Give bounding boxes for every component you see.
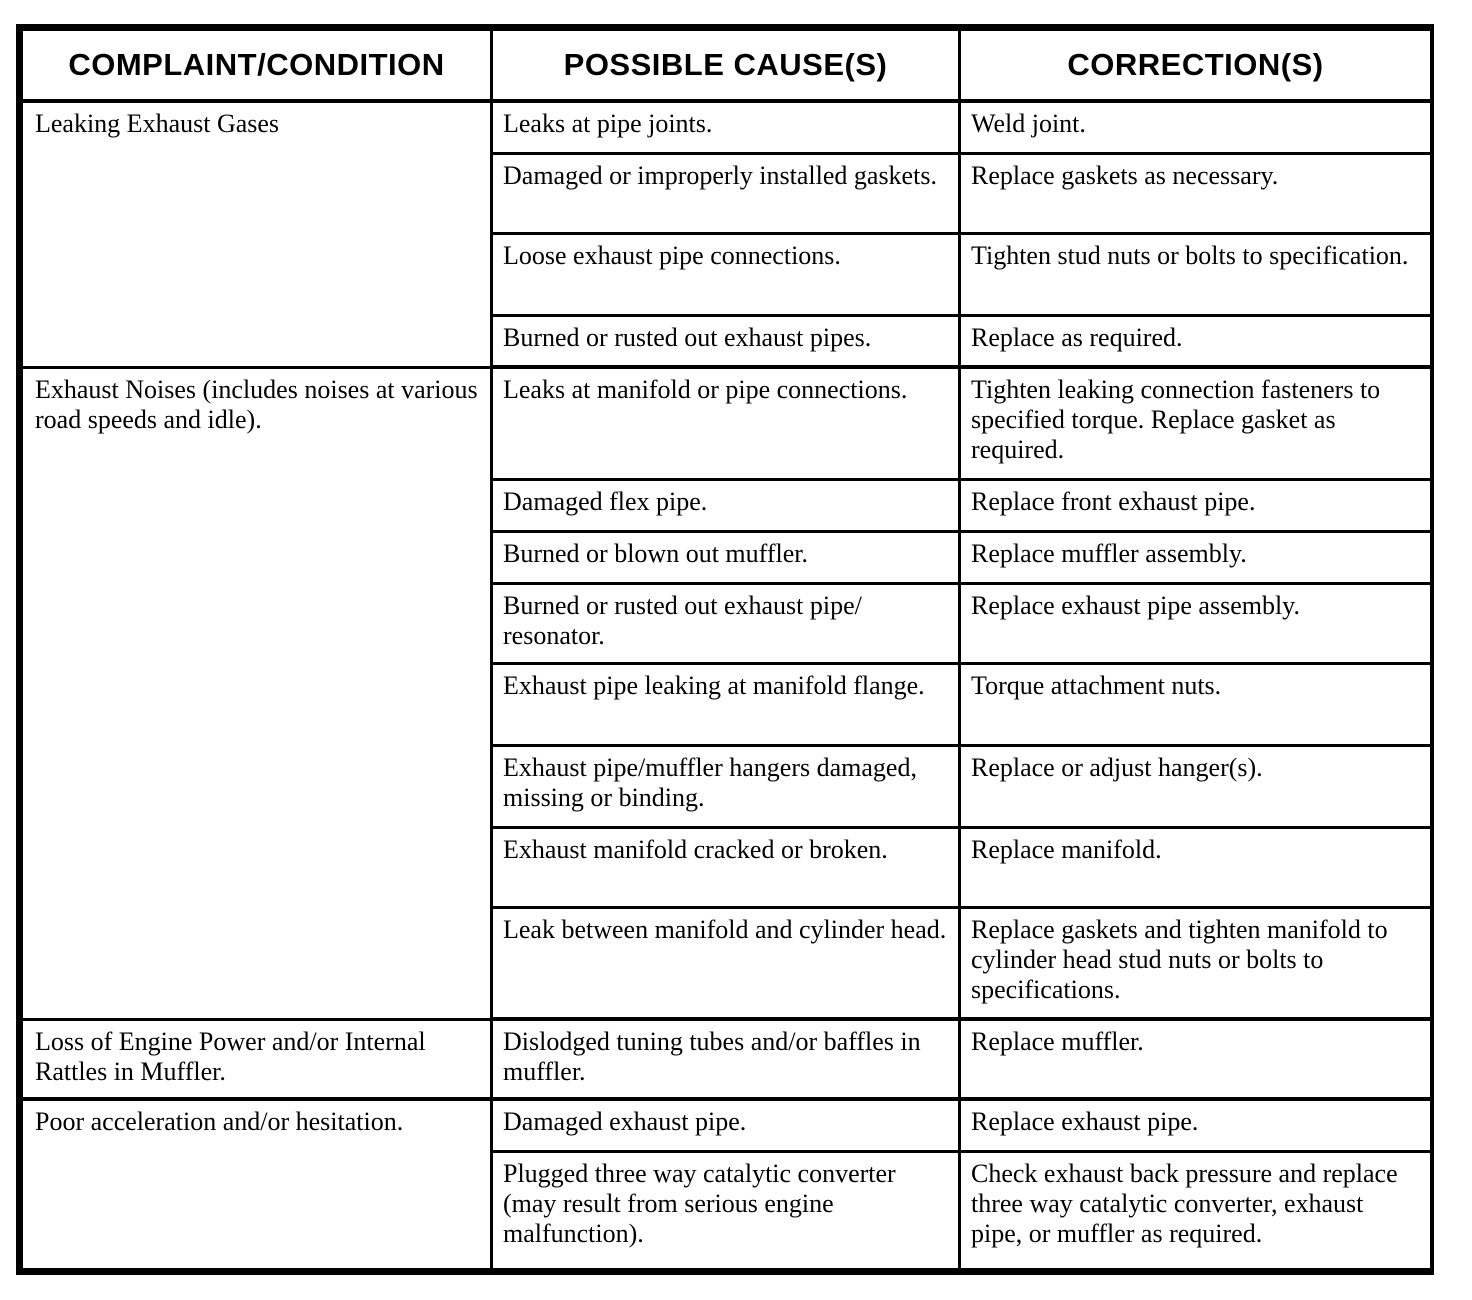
correction-cell: Replace front exhaust pipe. [960, 479, 1432, 531]
table-row [22, 367, 1432, 479]
exhaust-diagnosis-table [20, 28, 1433, 1271]
cause-cell: Burned or rusted out exhaust pipe/ resonator. [492, 583, 960, 663]
cause-cell: Loose exhaust pipe connections. [492, 233, 960, 315]
correction-cell: Replace or adjust hanger(s). [960, 745, 1432, 827]
cause-cell: Exhaust manifold cracked or broken. [492, 827, 960, 907]
complaint-cell: Exhaust Noises (includes noises at various road speeds and idle). [22, 367, 492, 1019]
correction-cell: Weld joint. [960, 101, 1432, 153]
complaint-cell: Leaking Exhaust Gases [22, 101, 492, 367]
cause-cell: Plugged three way catalytic converter (may result from serious engine malfunction). [492, 1151, 960, 1269]
correction-cell: Replace exhaust pipe assembly. [960, 583, 1432, 663]
header-row [22, 30, 1432, 102]
cause-cell: Exhaust pipe leaking at manifold flange. [492, 663, 960, 745]
diagnosis-table-sheet [16, 24, 1434, 1275]
correction-cell: Torque attachment nuts. [960, 663, 1432, 745]
correction-cell: Replace gaskets as necessary. [960, 153, 1432, 233]
table-row [22, 101, 1432, 153]
cause-cell: Leak between manifold and cylinder head. [492, 907, 960, 1019]
complaint-cell: Loss of Engine Power and/or Internal Rattles in Muffler. [22, 1019, 492, 1099]
correction-cell: Check exhaust back pressure and replace three way catalytic converter, exhaust pipe, or muffler as required. [960, 1151, 1432, 1269]
correction-cell: Replace exhaust pipe. [960, 1099, 1432, 1151]
header-complaint: COMPLAINT/CONDITION [22, 30, 492, 102]
header-cause: POSSIBLE CAUSE(S) [492, 30, 960, 102]
table-row [22, 1099, 1432, 1151]
correction-cell: Tighten leaking connection fasteners to specified torque. Replace gasket as required. [960, 367, 1432, 479]
correction-cell: Replace manifold. [960, 827, 1432, 907]
header-correction: CORRECTION(S) [960, 30, 1432, 102]
cause-cell: Leaks at pipe joints. [492, 101, 960, 153]
correction-cell: Replace muffler assembly. [960, 531, 1432, 583]
table-row [22, 1019, 1432, 1099]
correction-cell: Replace as required. [960, 315, 1432, 367]
complaint-cell: Poor acceleration and/or hesitation. [22, 1099, 492, 1269]
cause-cell: Burned or rusted out exhaust pipes. [492, 315, 960, 367]
correction-cell: Tighten stud nuts or bolts to specification. [960, 233, 1432, 315]
cause-cell: Damaged flex pipe. [492, 479, 960, 531]
correction-cell: Replace muffler. [960, 1019, 1432, 1099]
cause-cell: Damaged or improperly installed gaskets. [492, 153, 960, 233]
cause-cell: Exhaust pipe/muffler hangers damaged, missing or binding. [492, 745, 960, 827]
cause-cell: Leaks at manifold or pipe connections. [492, 367, 960, 479]
cause-cell: Burned or blown out muffler. [492, 531, 960, 583]
cause-cell: Dislodged tuning tubes and/or baffles in muffler. [492, 1019, 960, 1099]
cause-cell: Damaged exhaust pipe. [492, 1099, 960, 1151]
correction-cell: Replace gaskets and tighten manifold to cylinder head stud nuts or bolts to specifications. [960, 907, 1432, 1019]
